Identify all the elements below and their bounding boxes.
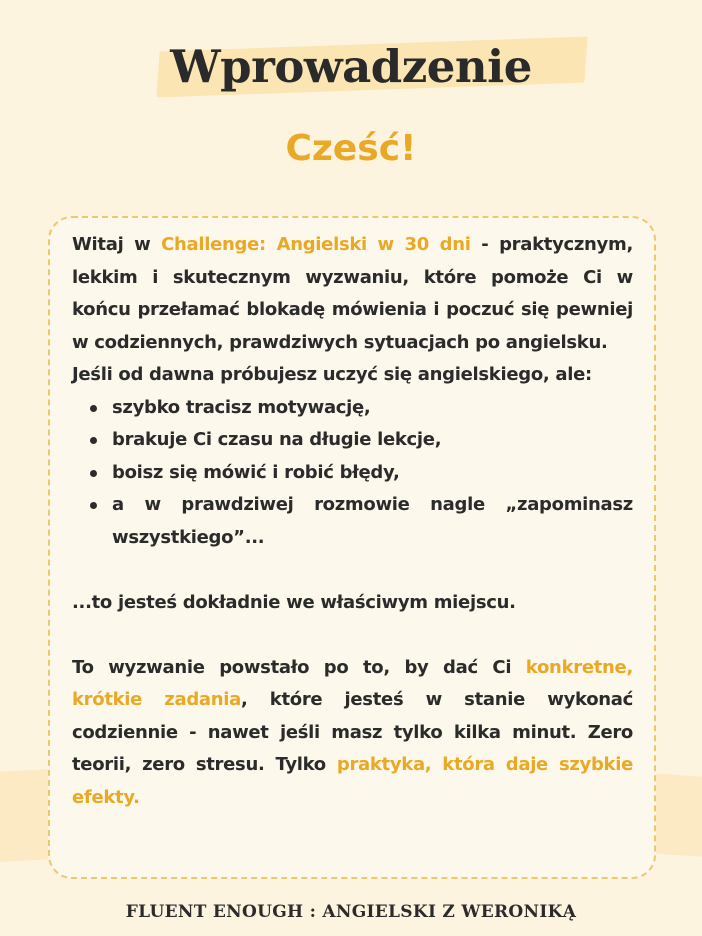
footer-brand: FLUENT ENOUGH : ANGIELSKI Z WERONIKĄ bbox=[125, 902, 577, 922]
welcome-prefix: Witaj w bbox=[72, 234, 162, 255]
spacer bbox=[72, 619, 633, 652]
intro-paragraph-question: Jeśli od dawna próbujesz uczyć się angielskiego, ale: bbox=[72, 364, 592, 385]
intro-paragraph-right-place: ...to jesteś dokładnie we właściwym miejscu. bbox=[72, 591, 516, 613]
pain-points-list bbox=[72, 392, 633, 555]
welcome-suffix: - praktycznym, lekkim i skutecznym wyzwaniu, które pomoże Ci w końcu przełamać blokadę mówienia i poczuć się pewniej w codziennych, prawdziwych sytuacjach po angielsku. bbox=[72, 234, 633, 353]
intro-paragraph-purpose bbox=[72, 652, 633, 815]
list-item: szybko tracisz motywację, bbox=[112, 392, 633, 425]
list-item: brakuje Ci czasu na długie lekcje, bbox=[112, 424, 633, 457]
practice-highlight: praktyka, która daje szybkie efekty. bbox=[72, 754, 634, 808]
tasks-highlight: konkretne, krótkie zadania bbox=[72, 656, 633, 710]
intro-card bbox=[48, 216, 656, 879]
intro-paragraph-welcome bbox=[72, 229, 633, 359]
purpose-middle: , które jesteś w stanie wykonać codziennie - nawet jeśli masz tylko kilka minut. Zero teorii, zero stresu. Tylko bbox=[72, 689, 633, 775]
spacer bbox=[72, 554, 633, 587]
intro-card-content bbox=[72, 229, 633, 814]
greeting-heading: Cześć! bbox=[285, 128, 417, 169]
page-title: Wprowadzenie bbox=[170, 40, 532, 93]
list-item: a w prawdziwej rozmowie nagle „zapominasz wszystkiego”... bbox=[112, 489, 633, 554]
list-item: boisz się mówić i robić błędy, bbox=[112, 457, 633, 490]
purpose-prefix: To wyzwanie powstało po to, by dać Ci bbox=[72, 656, 526, 678]
challenge-name-highlight: Challenge: Angielski w 30 dni bbox=[161, 234, 471, 255]
